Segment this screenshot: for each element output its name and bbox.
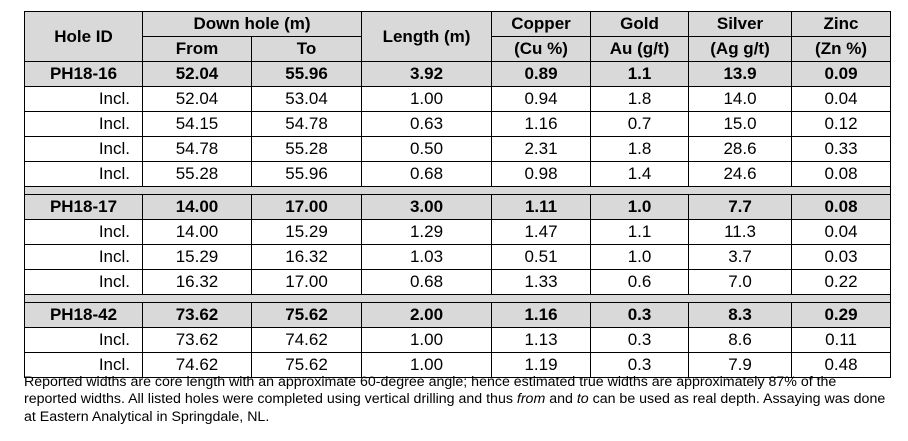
table-row [25,162,891,187]
cell-cu: 1.11 [492,195,591,220]
cell-zn: 0.04 [792,87,891,112]
footnote-from-word: from [516,391,546,408]
cell-to: 55.28 [252,137,362,162]
cell-hole-id: PH18-17 [25,195,143,220]
header-down-hole: Down hole (m) [143,12,362,37]
table-row [25,112,891,137]
cell-hole-id: Incl. [25,328,143,353]
cell-from: 52.04 [143,87,252,112]
table-separator [25,295,891,303]
cell-au: 1.4 [591,162,689,187]
cell-cu: 0.98 [492,162,591,187]
cell-to: 75.62 [252,303,362,328]
cell-ag: 15.0 [689,112,792,137]
header-zinc-unit: (Zn %) [792,37,891,62]
table-row [25,328,891,353]
table-row-hole-summary [25,62,891,87]
cell-zn: 0.09 [792,62,891,87]
cell-zn: 0.48 [792,353,891,378]
cell-length: 1.00 [362,328,492,353]
cell-cu: 1.19 [492,353,591,378]
cell-zn: 0.33 [792,137,891,162]
cell-hole-id: Incl. [25,353,143,378]
cell-zn: 0.11 [792,328,891,353]
cell-from: 73.62 [143,328,252,353]
header-gold-unit: Au (g/t) [591,37,689,62]
table-row [25,220,891,245]
cell-length: 2.00 [362,303,492,328]
cell-au: 0.3 [591,353,689,378]
cell-from: 54.15 [143,112,252,137]
cell-cu: 1.13 [492,328,591,353]
cell-au: 1.1 [591,220,689,245]
cell-ag: 24.6 [689,162,792,187]
footnote-to-word: to [576,391,589,408]
cell-to: 75.62 [252,353,362,378]
cell-hole-id: Incl. [25,162,143,187]
cell-length: 0.68 [362,162,492,187]
cell-au: 1.8 [591,87,689,112]
footnote-text-1: Reported widths are core length with an approximate 60-degree angle; hence estimated true widths are approximately 87% of the reported widths. All listed holes were completed using vertical drilling and thus [24,374,837,408]
cell-length: 1.00 [362,87,492,112]
cell-zn: 0.08 [792,162,891,187]
table-row-hole-summary [25,195,891,220]
cell-ag: 28.6 [689,137,792,162]
cell-ag: 7.7 [689,195,792,220]
cell-cu: 1.47 [492,220,591,245]
cell-zn: 0.22 [792,270,891,295]
cell-cu: 1.33 [492,270,591,295]
footnote-text-2: and [545,391,577,408]
cell-to: 15.29 [252,220,362,245]
cell-to: 17.00 [252,270,362,295]
cell-length: 0.68 [362,270,492,295]
cell-zn: 0.04 [792,220,891,245]
header-hole-id: Hole ID [25,12,143,62]
cell-hole-id: Incl. [25,220,143,245]
cell-length: 3.92 [362,62,492,87]
cell-cu: 0.89 [492,62,591,87]
table-row [25,87,891,112]
cell-au: 0.6 [591,270,689,295]
cell-ag: 14.0 [689,87,792,112]
cell-from: 15.29 [143,245,252,270]
cell-from: 14.00 [143,220,252,245]
cell-hole-id: Incl. [25,87,143,112]
table-row [25,137,891,162]
cell-length: 3.00 [362,195,492,220]
cell-au: 0.3 [591,328,689,353]
cell-length: 0.63 [362,112,492,137]
header-from: From [143,37,252,62]
cell-from: 74.62 [143,353,252,378]
cell-from: 54.78 [143,137,252,162]
header-row-1 [25,12,891,37]
header-copper-unit: (Cu %) [492,37,591,62]
cell-hole-id: PH18-16 [25,62,143,87]
cell-hole-id: Incl. [25,245,143,270]
cell-au: 1.1 [591,62,689,87]
cell-cu: 0.51 [492,245,591,270]
table-body [25,62,891,378]
footnote-text-3: can be used as real depth. Assaying was done at Eastern Analytical in Springdale, NL. [24,391,886,425]
cell-zn: 0.12 [792,112,891,137]
cell-cu: 1.16 [492,303,591,328]
assay-results-table [24,11,891,378]
header-copper: Copper [492,12,591,37]
cell-ag: 8.3 [689,303,792,328]
cell-zn: 0.08 [792,195,891,220]
cell-ag: 7.0 [689,270,792,295]
cell-ag: 11.3 [689,220,792,245]
cell-hole-id: PH18-42 [25,303,143,328]
header-silver-unit: (Ag g/t) [689,37,792,62]
table-row-hole-summary [25,303,891,328]
cell-cu: 1.16 [492,112,591,137]
header-zinc: Zinc [792,12,891,37]
cell-length: 1.00 [362,353,492,378]
cell-length: 0.50 [362,137,492,162]
cell-cu: 0.94 [492,87,591,112]
cell-to: 17.00 [252,195,362,220]
cell-ag: 7.9 [689,353,792,378]
cell-to: 74.62 [252,328,362,353]
cell-length: 1.29 [362,220,492,245]
cell-au: 1.0 [591,245,689,270]
table-row [25,245,891,270]
cell-hole-id: Incl. [25,112,143,137]
cell-to: 55.96 [252,162,362,187]
cell-from: 16.32 [143,270,252,295]
table-footnote [24,374,890,426]
header-to: To [252,37,362,62]
cell-to: 53.04 [252,87,362,112]
cell-to: 54.78 [252,112,362,137]
cell-ag: 13.9 [689,62,792,87]
cell-to: 16.32 [252,245,362,270]
assay-results-table-container [24,11,890,378]
cell-au: 0.3 [591,303,689,328]
cell-hole-id: Incl. [25,270,143,295]
table-separator [25,187,891,195]
cell-ag: 3.7 [689,245,792,270]
cell-from: 73.62 [143,303,252,328]
cell-zn: 0.29 [792,303,891,328]
cell-cu: 2.31 [492,137,591,162]
cell-au: 1.0 [591,195,689,220]
header-length: Length (m) [362,12,492,62]
cell-to: 55.96 [252,62,362,87]
table-row [25,270,891,295]
cell-hole-id: Incl. [25,137,143,162]
header-silver: Silver [689,12,792,37]
cell-from: 55.28 [143,162,252,187]
cell-zn: 0.03 [792,245,891,270]
cell-length: 1.03 [362,245,492,270]
header-gold: Gold [591,12,689,37]
cell-ag: 8.6 [689,328,792,353]
cell-from: 52.04 [143,62,252,87]
cell-from: 14.00 [143,195,252,220]
cell-au: 0.7 [591,112,689,137]
cell-au: 1.8 [591,137,689,162]
